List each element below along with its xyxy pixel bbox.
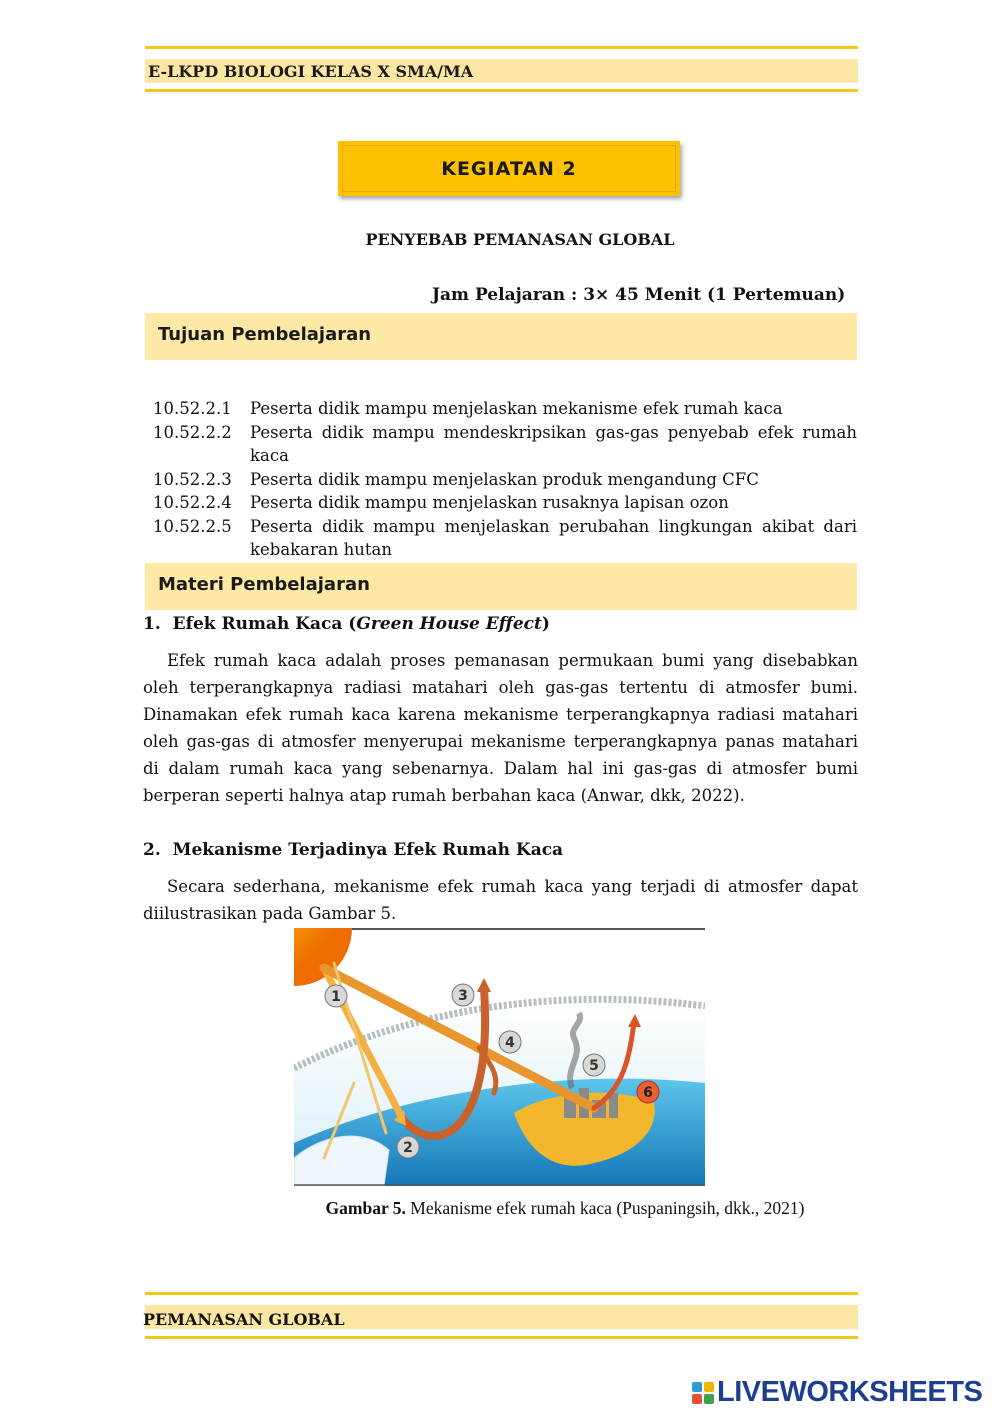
figure-caption-label: Gambar 5. — [325, 1198, 406, 1218]
objectives-list — [153, 397, 857, 562]
activity-label: KEGIATAN 2 — [441, 157, 577, 180]
marker-3-label: 3 — [458, 988, 468, 1004]
objective-code: 10.52.2.1 — [153, 399, 232, 418]
figure-caption-text: Mekanisme efek rumah kaca (Puspaningsih, dkk., 2021) — [405, 1198, 805, 1218]
materials-heading-band — [145, 563, 857, 610]
liveworksheets-brand[interactable] — [692, 1376, 982, 1409]
liveworksheets-wordmark: LIVEWORKSHEETS — [717, 1376, 983, 1408]
marker-4-label: 4 — [505, 1035, 515, 1051]
section-1-title-suffix: ) — [541, 614, 550, 634]
header-title: E-LKPD BIOLOGI KELAS X SMA/MA — [148, 62, 474, 81]
objective-code: 10.52.2.3 — [153, 469, 232, 489]
section-2-paragraph: Secara sederhana, mekanisme efek rumah kaca yang terjadi di atmosfer dapat diilustrasikan pada Gambar 5. — [143, 877, 858, 923]
objectives-heading: Tujuan Pembelajaran — [158, 324, 372, 345]
section-1-title-italic: Green House Effect — [356, 614, 542, 634]
section-1-number: 1. — [143, 614, 161, 634]
header-bottom-rule — [145, 89, 858, 92]
objective-item — [153, 468, 857, 492]
objective-item — [153, 397, 857, 421]
objectives-heading-band — [145, 313, 857, 360]
objective-code: 10.52.2.4 — [153, 493, 232, 512]
objective-text: Peserta didik mampu menjelaskan produk mengandung CFC — [250, 469, 759, 489]
figure-caption — [0, 1198, 1000, 1219]
section-1-title-prefix: Efek Rumah Kaca ( — [172, 614, 357, 634]
objective-item — [153, 421, 857, 468]
section-2-number: 2. — [143, 840, 161, 860]
section-1-title — [143, 614, 550, 634]
objective-text: Peserta didik mampu menjelaskan perubahan lingkungan akibat dari kebakaran hutan — [250, 516, 857, 559]
greenhouse-effect-figure — [294, 928, 705, 1186]
liveworksheets-logo-icon — [692, 1382, 714, 1404]
objective-code: 10.52.2.2 — [153, 422, 232, 442]
lesson-duration: Jam Pelajaran : 3× 45 Menit (1 Pertemuan) — [432, 285, 846, 305]
header-top-rule — [145, 46, 858, 49]
objective-text: Peserta didik mampu menjelaskan rusaknya lapisan ozon — [250, 493, 729, 512]
section-1-paragraph: Efek rumah kaca adalah proses pemanasan permukaan bumi yang disebabkan oleh terperangkapnya radiasi matahari oleh gas-gas tertentu di atmosfer bumi. Dinamakan efek rumah kaca karena mekanisme terperangkapnya radiasi matahari oleh gas-gas di atmosfer menyerupai mekanisme terperangkapnya panas matahari di dalam rumah kaca yang sebenarnya. Dalam hal ini gas-gas di atmosfer bumi berperan seperti halnya atap rumah berbahan kaca (Anwar, dkk, 2022). — [143, 651, 858, 805]
materials-heading: Materi Pembelajaran — [158, 574, 370, 595]
section-2-title — [143, 840, 563, 860]
objective-item — [153, 515, 857, 562]
footer-title: PEMANASAN GLOBAL — [143, 1310, 345, 1329]
activity-label-box — [338, 141, 680, 196]
objective-text: Peserta didik mampu menjelaskan mekanisme efek rumah kaca — [250, 399, 783, 418]
section-2-title-text: Mekanisme Terjadinya Efek Rumah Kaca — [172, 840, 564, 860]
marker-2-label: 2 — [403, 1140, 413, 1156]
objective-code: 10.52.2.5 — [153, 516, 232, 536]
objective-text: Peserta didik mampu mendeskripsikan gas-gas penyebab efek rumah kaca — [250, 422, 857, 465]
footer-top-rule — [145, 1292, 858, 1295]
objective-item — [153, 491, 857, 515]
marker-6-label: 6 — [643, 1085, 653, 1101]
footer-bottom-rule — [145, 1336, 858, 1339]
marker-1-label: 1 — [331, 989, 341, 1005]
marker-5-label: 5 — [589, 1058, 599, 1074]
activity-title: PENYEBAB PEMANASAN GLOBAL — [365, 230, 675, 249]
